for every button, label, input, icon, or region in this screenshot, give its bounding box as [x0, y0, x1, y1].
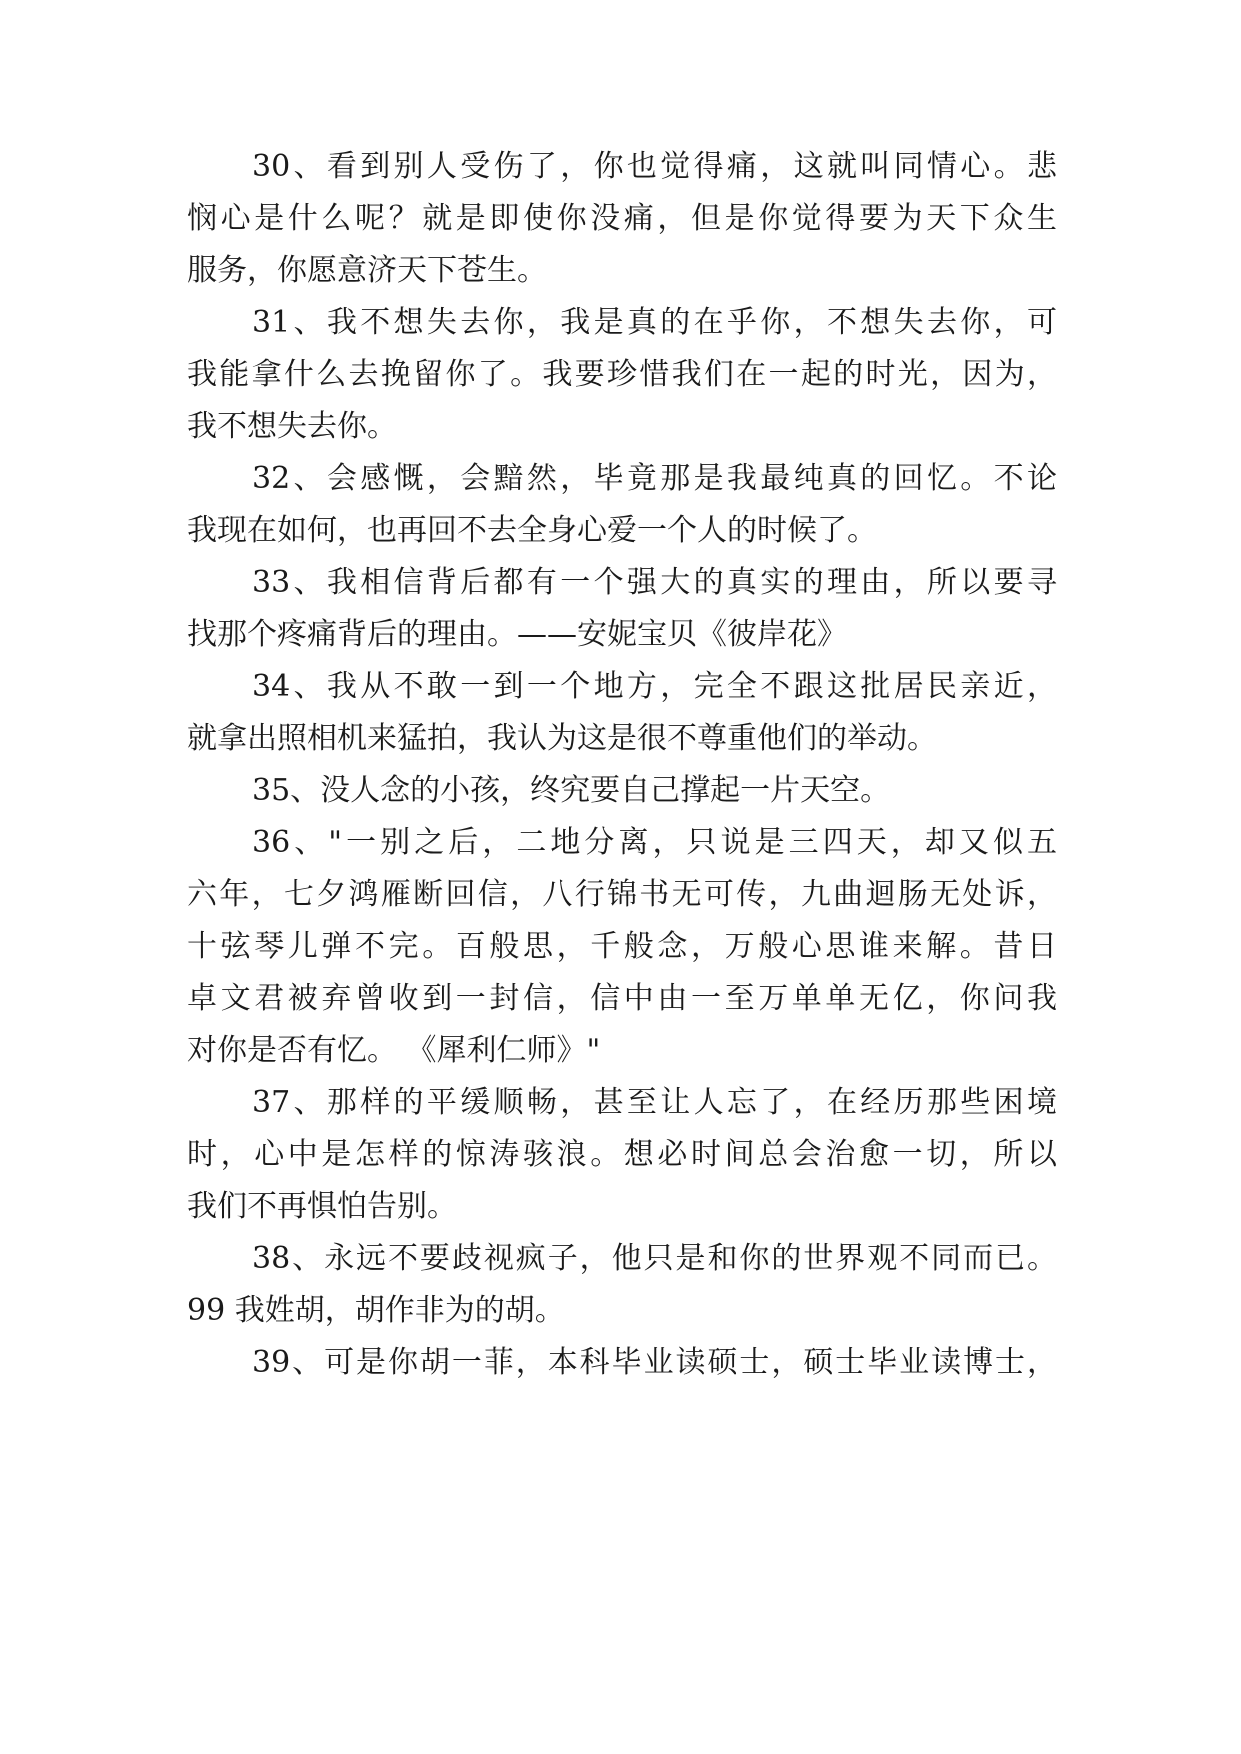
paragraph-37-line-1: 37、那样的平缓顺畅，甚至让人忘了，在经历那些困境 — [252, 1085, 1057, 1120]
paragraph-36-line-5: 对你是否有忆。 《犀利仁师》" — [187, 1033, 601, 1068]
paragraph-31-line-2: 我能拿什么去挽留你了。我要珍惜我们在一起的时光，因为， — [187, 357, 1057, 392]
paragraph-39-line-1: 39、可是你胡一菲，本科毕业读硕士，硕士毕业读博士， — [252, 1345, 1057, 1380]
paragraph-37-line-3: 我们不再惧怕告别。 — [187, 1189, 457, 1224]
paragraph-30-line-3: 服务，你愿意济天下苍生。 — [187, 253, 547, 288]
paragraph-32-line-1: 32、会感慨，会黯然，毕竟那是我最纯真的回忆。不论 — [252, 461, 1057, 496]
paragraph-36-line-1: 36、"一别之后，二地分离，只说是三四天，却又似五 — [252, 825, 1057, 860]
paragraph-33-line-1: 33、我相信背后都有一个强大的真实的理由，所以要寻 — [252, 565, 1057, 600]
paragraph-31-line-3: 我不想失去你。 — [187, 409, 397, 444]
paragraph-32-line-2: 我现在如何，也再回不去全身心爱一个人的时候了。 — [187, 513, 877, 548]
paragraph-35-line-1: 35、没人念的小孩，终究要自己撑起一片天空。 — [252, 773, 891, 808]
paragraph-38-line-2: 99 我姓胡，胡作非为的胡。 — [187, 1293, 565, 1328]
paragraph-36-line-2: 六年，七夕鸿雁断回信，八行锦书无可传，九曲迴肠无处诉， — [187, 877, 1057, 912]
paragraph-33-line-2: 找那个疼痛背后的理由。——安妮宝贝《彼岸花》 — [187, 617, 847, 652]
paragraph-30-line-2: 悯心是什么呢？就是即使你没痛，但是你觉得要为天下众生 — [187, 201, 1057, 236]
paragraph-36-line-4: 卓文君被弃曾收到一封信，信中由一至万单单无亿，你问我 — [187, 981, 1057, 1016]
paragraph-37-line-2: 时，心中是怎样的惊涛骇浪。想必时间总会治愈一切，所以 — [187, 1137, 1057, 1172]
paragraph-34-line-1: 34、我从不敢一到一个地方，完全不跟这批居民亲近， — [252, 669, 1057, 704]
paragraph-36-line-3: 十弦琴儿弹不完。百般思，千般念，万般心思谁来解。昔日 — [187, 929, 1057, 964]
paragraph-30-line-1: 30、看到别人受伤了，你也觉得痛，这就叫同情心。悲 — [252, 149, 1057, 184]
paragraph-34-line-2: 就拿出照相机来猛拍，我认为这是很不尊重他们的举动。 — [187, 721, 937, 756]
paragraph-38-line-1: 38、永远不要歧视疯子，他只是和你的世界观不同而已。 — [252, 1241, 1057, 1276]
paragraph-31-line-1: 31、我不想失去你，我是真的在乎你，不想失去你，可 — [252, 305, 1057, 340]
